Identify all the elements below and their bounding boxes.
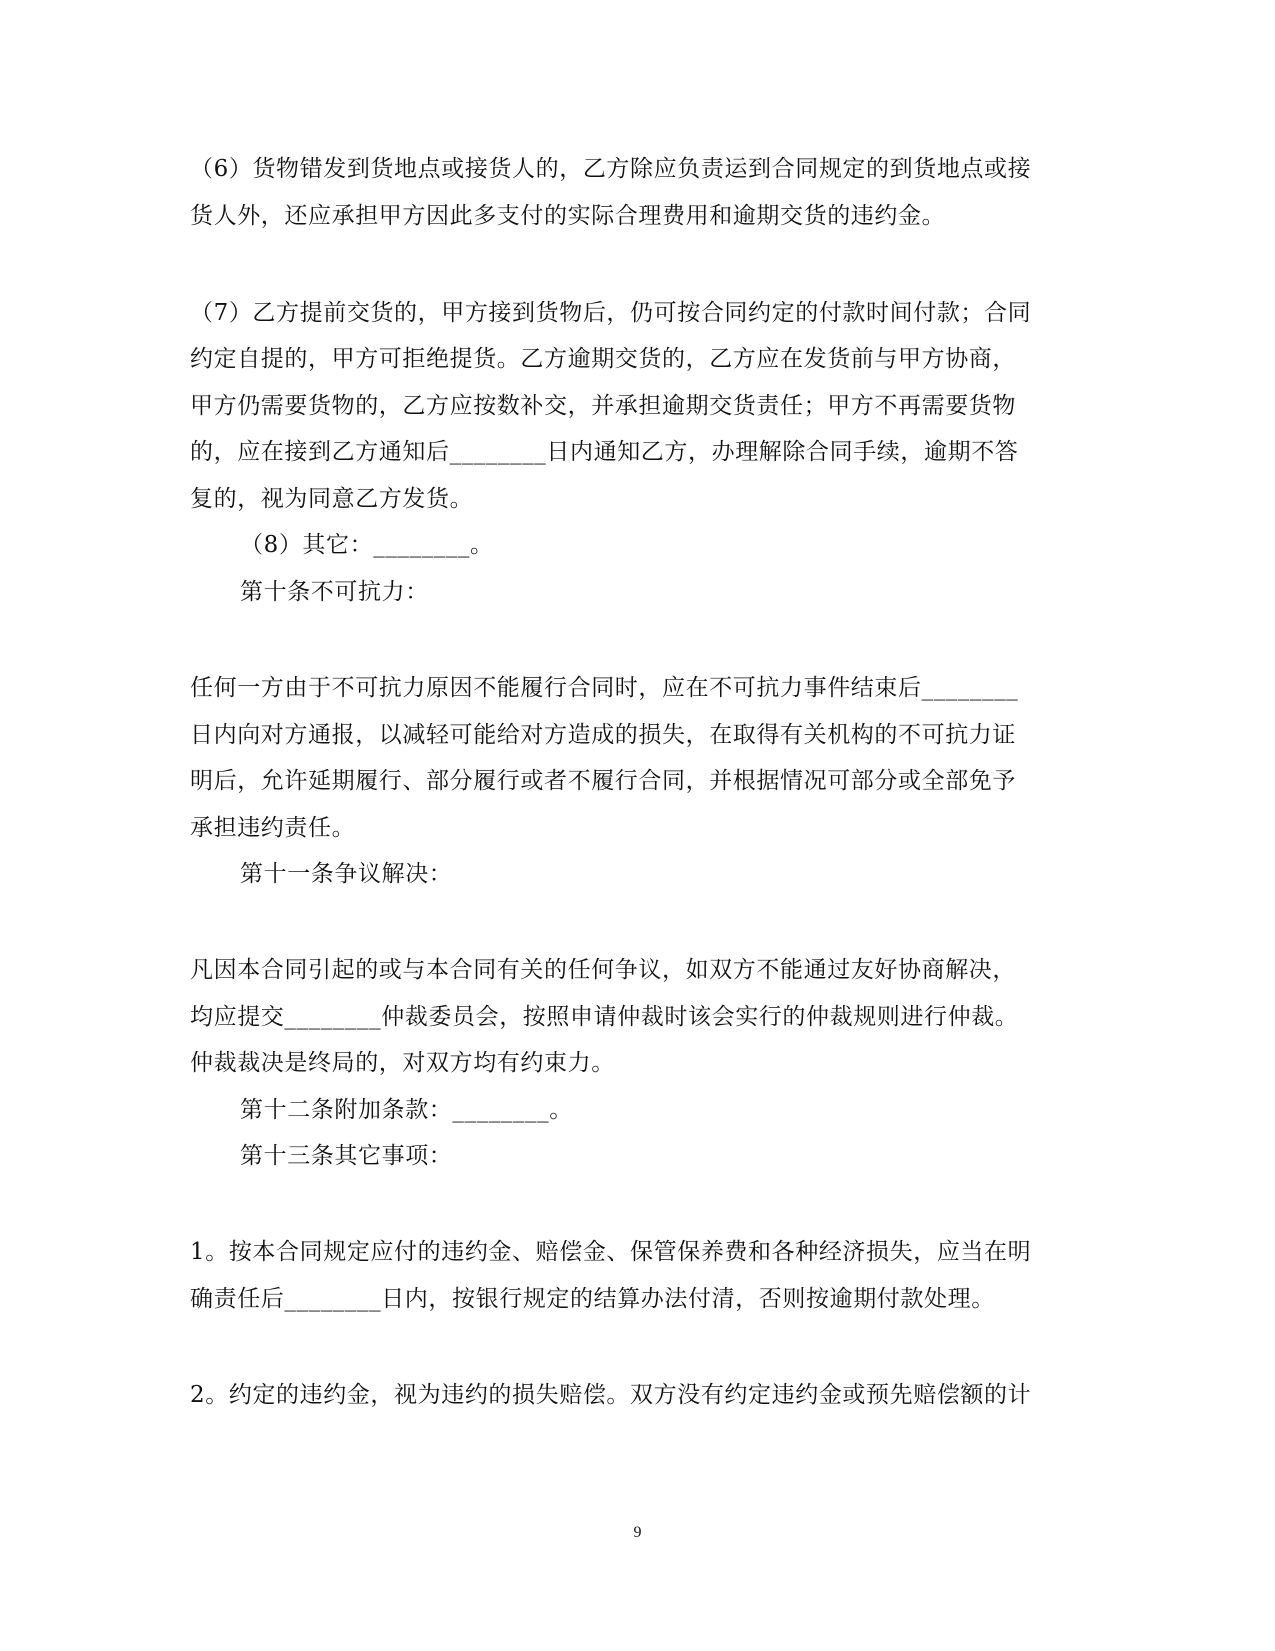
- text-line: 任何一方由于不可抗力原因不能履行合同时，应在不可抗力事件结束后________: [190, 675, 1019, 701]
- section-heading: 第十二条附加条款：________。: [240, 1097, 573, 1123]
- text-line: （8）其它：________。: [240, 532, 494, 558]
- text-line: 日内向对方通报，以减轻可能给对方造成的损失，在取得有关机构的不可抗力证: [190, 722, 1016, 748]
- section-heading: 第十条不可抗力：: [240, 579, 429, 605]
- text-line: 约定自提的，甲方可拒绝提货。乙方逾期交货的，乙方应在发货前与甲方协商，: [190, 346, 1016, 372]
- text-line: 2。约定的违约金，视为违约的损失赔偿。双方没有约定违约金或预先赔偿额的计: [190, 1382, 1032, 1408]
- text-line: （6）货物错发到货地点或接货人的，乙方除应负责运到合同规定的到货地点或接: [190, 156, 1032, 182]
- text-line: 甲方仍需要货物的，乙方应按数补交，并承担逾期交货责任；甲方不再需要货物: [190, 393, 1016, 419]
- text-line: 的，应在接到乙方通知后________日内通知乙方，办理解除合同手续，逾期不答: [190, 439, 1019, 465]
- text-line: 确责任后________日内，按银行规定的结算办法付清，否则按逾期付款处理。: [190, 1286, 995, 1312]
- text-line: 1。按本合同规定应付的违约金、赔偿金、保管保养费和各种经济损失，应当在明: [190, 1239, 1032, 1265]
- text-line: （7）乙方提前交货的，甲方接到货物后，仍可按合同约定的付款时间付款；合同: [190, 300, 1032, 326]
- page-number: 9: [633, 1524, 642, 1541]
- text-line: 均应提交________仲裁委员会，按照申请仲裁时该会实行的仲裁规则进行仲裁。: [190, 1004, 1019, 1030]
- text-line: 承担违约责任。: [190, 815, 356, 841]
- text-line: 仲裁裁决是终局的，对双方均有约束力。: [190, 1050, 615, 1076]
- section-heading: 第十三条其它事项：: [240, 1143, 453, 1169]
- text-line: 凡因本合同引起的或与本合同有关的任何争议，如双方不能通过友好协商解决，: [190, 957, 1016, 983]
- text-line: 货人外，还应承担甲方因此多支付的实际合理费用和逾期交货的违约金。: [190, 203, 946, 229]
- text-line: 明后，允许延期履行、部分履行或者不履行合同，并根据情况可部分或全部免予: [190, 768, 1016, 794]
- text-line: 复的，视为同意乙方发货。: [190, 486, 474, 512]
- section-heading: 第十一条争议解决：: [240, 861, 453, 887]
